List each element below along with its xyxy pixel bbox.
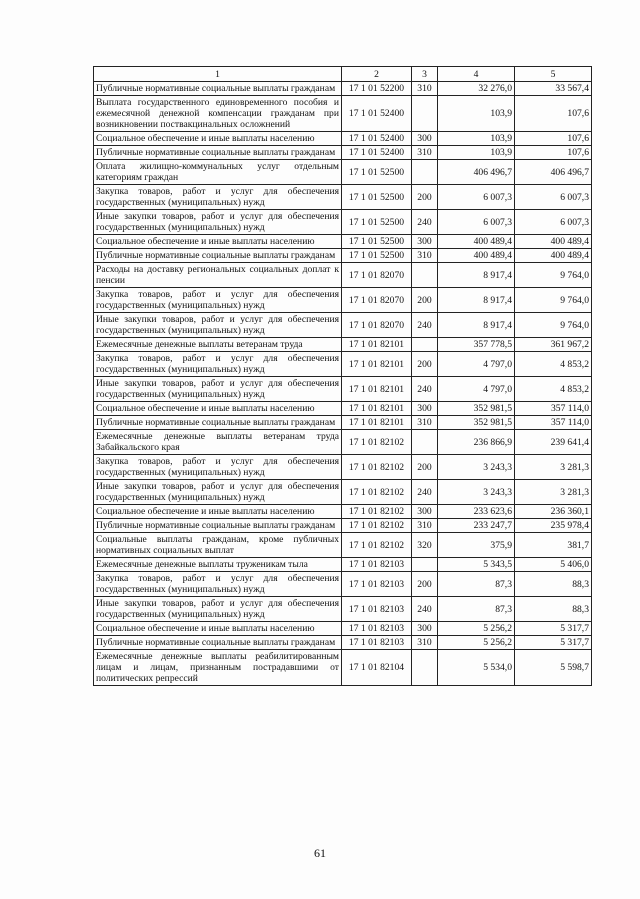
amount-col4-cell: 5 534,0 <box>438 650 515 686</box>
amount-col4-cell: 8 917,4 <box>438 288 515 313</box>
expense-type-cell: 200 <box>412 352 438 377</box>
target-code-cell: 17 1 01 82103 <box>342 636 412 650</box>
target-code-cell: 17 1 01 52500 <box>342 185 412 210</box>
row-name-cell: Социальное обеспечение и иные выплаты населению <box>94 132 342 146</box>
row-name-cell: Социальные выплаты гражданам, кроме публичных нормативных социальных выплат <box>94 533 342 558</box>
amount-col4-cell: 5 343,5 <box>438 558 515 572</box>
table-row <box>94 185 592 210</box>
target-code-cell: 17 1 01 52400 <box>342 146 412 160</box>
amount-col4-cell: 6 007,3 <box>438 210 515 235</box>
target-code-cell: 17 1 01 82102 <box>342 505 412 519</box>
table-row <box>94 505 592 519</box>
target-code-cell: 17 1 01 82103 <box>342 572 412 597</box>
row-name-cell: Публичные нормативные социальные выплаты гражданам <box>94 249 342 263</box>
expense-type-cell: 300 <box>412 505 438 519</box>
expense-type-cell <box>412 558 438 572</box>
target-code-cell: 17 1 01 82102 <box>342 455 412 480</box>
amount-col5-cell: 107,6 <box>515 146 592 160</box>
amount-col5-cell: 9 764,0 <box>515 313 592 338</box>
table-row <box>94 146 592 160</box>
target-code-cell: 17 1 01 82070 <box>342 313 412 338</box>
expense-type-cell: 240 <box>412 210 438 235</box>
amount-col5-cell: 3 281,3 <box>515 480 592 505</box>
target-code-cell: 17 1 01 82101 <box>342 416 412 430</box>
expense-type-cell <box>412 160 438 185</box>
amount-col5-cell: 107,6 <box>515 96 592 132</box>
target-code-cell: 17 1 01 82104 <box>342 650 412 686</box>
expense-type-cell: 310 <box>412 249 438 263</box>
target-code-cell: 17 1 01 82103 <box>342 622 412 636</box>
target-code-cell: 17 1 01 52400 <box>342 132 412 146</box>
row-name-cell: Социальное обеспечение и иные выплаты населению <box>94 235 342 249</box>
amount-col5-cell: 4 853,2 <box>515 377 592 402</box>
amount-col4-cell: 87,3 <box>438 572 515 597</box>
table-header-row <box>94 67 592 82</box>
amount-col4-cell: 3 243,3 <box>438 455 515 480</box>
amount-col4-cell: 5 256,2 <box>438 636 515 650</box>
table-row <box>94 96 592 132</box>
target-code-cell: 17 1 01 52500 <box>342 160 412 185</box>
table-row <box>94 636 592 650</box>
amount-col4-cell: 4 797,0 <box>438 352 515 377</box>
table-row <box>94 235 592 249</box>
row-name-cell: Публичные нормативные социальные выплаты гражданам <box>94 416 342 430</box>
row-name-cell: Закупка товаров, работ и услуг для обеспечения государственных (муниципальных) нужд <box>94 288 342 313</box>
table-row <box>94 132 592 146</box>
amount-col5-cell: 33 567,4 <box>515 82 592 96</box>
target-code-cell: 17 1 01 82070 <box>342 288 412 313</box>
expense-type-cell <box>412 338 438 352</box>
table-row <box>94 519 592 533</box>
amount-col5-cell: 381,7 <box>515 533 592 558</box>
table-row <box>94 622 592 636</box>
expense-type-cell: 310 <box>412 636 438 650</box>
column-header: 1 <box>94 67 342 82</box>
row-name-cell: Закупка товаров, работ и услуг для обеспечения государственных (муниципальных) нужд <box>94 185 342 210</box>
expense-type-cell: 310 <box>412 416 438 430</box>
table-row <box>94 558 592 572</box>
expense-type-cell: 240 <box>412 480 438 505</box>
expense-type-cell: 300 <box>412 402 438 416</box>
amount-col4-cell: 352 981,5 <box>438 402 515 416</box>
amount-col5-cell: 5 406,0 <box>515 558 592 572</box>
table-row <box>94 402 592 416</box>
expense-type-cell: 200 <box>412 185 438 210</box>
amount-col5-cell: 107,6 <box>515 132 592 146</box>
target-code-cell: 17 1 01 52200 <box>342 82 412 96</box>
amount-col4-cell: 103,9 <box>438 132 515 146</box>
amount-col5-cell: 5 598,7 <box>515 650 592 686</box>
amount-col5-cell: 6 007,3 <box>515 185 592 210</box>
target-code-cell: 17 1 01 52500 <box>342 235 412 249</box>
amount-col4-cell: 32 276,0 <box>438 82 515 96</box>
table-row <box>94 533 592 558</box>
row-name-cell: Иные закупки товаров, работ и услуг для обеспечения государственных (муниципальных) нужд <box>94 210 342 235</box>
amount-col4-cell: 4 797,0 <box>438 377 515 402</box>
amount-col4-cell: 406 496,7 <box>438 160 515 185</box>
amount-col4-cell: 103,9 <box>438 96 515 132</box>
row-name-cell: Выплата государственного единовременного пособия и ежемесячной денежной компенсации гражданам при возникновении поствакцинальных осложнений <box>94 96 342 132</box>
amount-col4-cell: 400 489,4 <box>438 235 515 249</box>
table-row <box>94 597 592 622</box>
amount-col5-cell: 400 489,4 <box>515 235 592 249</box>
row-name-cell: Социальное обеспечение и иные выплаты населению <box>94 505 342 519</box>
column-header: 2 <box>342 67 412 82</box>
table-row <box>94 263 592 288</box>
table-row <box>94 572 592 597</box>
target-code-cell: 17 1 01 82101 <box>342 338 412 352</box>
amount-col5-cell: 235 978,4 <box>515 519 592 533</box>
row-name-cell: Публичные нормативные социальные выплаты гражданам <box>94 636 342 650</box>
amount-col4-cell: 375,9 <box>438 533 515 558</box>
row-name-cell: Публичные нормативные социальные выплаты гражданам <box>94 519 342 533</box>
row-name-cell: Иные закупки товаров, работ и услуг для обеспечения государственных (муниципальных) нужд <box>94 377 342 402</box>
expense-type-cell: 310 <box>412 146 438 160</box>
target-code-cell: 17 1 01 82103 <box>342 597 412 622</box>
amount-col5-cell: 5 317,7 <box>515 622 592 636</box>
amount-col5-cell: 239 641,4 <box>515 430 592 455</box>
target-code-cell: 17 1 01 82103 <box>342 558 412 572</box>
row-name-cell: Ежемесячные денежные выплаты ветеранам труда <box>94 338 342 352</box>
target-code-cell: 17 1 01 82101 <box>342 352 412 377</box>
table-row <box>94 210 592 235</box>
page-number: 61 <box>314 846 326 860</box>
amount-col4-cell: 352 981,5 <box>438 416 515 430</box>
expense-type-cell <box>412 96 438 132</box>
row-name-cell: Социальное обеспечение и иные выплаты населению <box>94 402 342 416</box>
amount-col4-cell: 87,3 <box>438 597 515 622</box>
amount-col4-cell: 5 256,2 <box>438 622 515 636</box>
expense-type-cell: 240 <box>412 377 438 402</box>
amount-col5-cell: 361 967,2 <box>515 338 592 352</box>
amount-col5-cell: 88,3 <box>515 597 592 622</box>
amount-col5-cell: 357 114,0 <box>515 402 592 416</box>
expense-type-cell <box>412 263 438 288</box>
expense-type-cell: 320 <box>412 533 438 558</box>
row-name-cell: Публичные нормативные социальные выплаты гражданам <box>94 146 342 160</box>
table-row <box>94 352 592 377</box>
row-name-cell: Расходы на доставку региональных социальных доплат к пенсии <box>94 263 342 288</box>
table-row <box>94 416 592 430</box>
table-row <box>94 313 592 338</box>
table-row <box>94 160 592 185</box>
row-name-cell: Закупка товаров, работ и услуг для обеспечения государственных (муниципальных) нужд <box>94 352 342 377</box>
table-row <box>94 650 592 686</box>
expense-type-cell: 240 <box>412 597 438 622</box>
target-code-cell: 17 1 01 52500 <box>342 210 412 235</box>
expense-type-cell: 300 <box>412 132 438 146</box>
expense-type-cell: 310 <box>412 519 438 533</box>
amount-col5-cell: 236 360,1 <box>515 505 592 519</box>
amount-col4-cell: 6 007,3 <box>438 185 515 210</box>
row-name-cell: Иные закупки товаров, работ и услуг для обеспечения государственных (муниципальных) нужд <box>94 480 342 505</box>
amount-col5-cell: 6 007,3 <box>515 210 592 235</box>
target-code-cell: 17 1 01 52500 <box>342 249 412 263</box>
expense-type-cell: 240 <box>412 313 438 338</box>
expense-type-cell <box>412 430 438 455</box>
amount-col4-cell: 357 778,5 <box>438 338 515 352</box>
amount-col4-cell: 236 866,9 <box>438 430 515 455</box>
target-code-cell: 17 1 01 82102 <box>342 519 412 533</box>
target-code-cell: 17 1 01 82101 <box>342 402 412 416</box>
row-name-cell: Иные закупки товаров, работ и услуг для обеспечения государственных (муниципальных) нужд <box>94 597 342 622</box>
amount-col5-cell: 5 317,7 <box>515 636 592 650</box>
budget-table <box>93 66 592 686</box>
row-name-cell: Социальное обеспечение и иные выплаты населению <box>94 622 342 636</box>
column-header: 4 <box>438 67 515 82</box>
expense-type-cell <box>412 650 438 686</box>
amount-col5-cell: 3 281,3 <box>515 455 592 480</box>
target-code-cell: 17 1 01 82102 <box>342 430 412 455</box>
amount-col5-cell: 9 764,0 <box>515 288 592 313</box>
amount-col5-cell: 400 489,4 <box>515 249 592 263</box>
table-row <box>94 377 592 402</box>
expense-type-cell: 200 <box>412 288 438 313</box>
expense-type-cell: 200 <box>412 455 438 480</box>
amount-col4-cell: 8 917,4 <box>438 263 515 288</box>
target-code-cell: 17 1 01 82101 <box>342 377 412 402</box>
table-row <box>94 288 592 313</box>
column-header: 5 <box>515 67 592 82</box>
expense-type-cell: 310 <box>412 82 438 96</box>
table-row <box>94 480 592 505</box>
amount-col5-cell: 406 496,7 <box>515 160 592 185</box>
column-header: 3 <box>412 67 438 82</box>
row-name-cell: Публичные нормативные социальные выплаты гражданам <box>94 82 342 96</box>
row-name-cell: Ежемесячные денежные выплаты труженикам тыла <box>94 558 342 572</box>
table-row <box>94 455 592 480</box>
table-row <box>94 338 592 352</box>
amount-col4-cell: 3 243,3 <box>438 480 515 505</box>
row-name-cell: Оплата жилищно-коммунальных услуг отдельным категориям граждан <box>94 160 342 185</box>
target-code-cell: 17 1 01 82102 <box>342 480 412 505</box>
amount-col5-cell: 88,3 <box>515 572 592 597</box>
amount-col4-cell: 103,9 <box>438 146 515 160</box>
amount-col4-cell: 233 623,6 <box>438 505 515 519</box>
row-name-cell: Ежемесячные денежные выплаты реабилитированным лицам и лицам, признанным пострадавшими от политических репрессий <box>94 650 342 686</box>
table-row <box>94 430 592 455</box>
row-name-cell: Закупка товаров, работ и услуг для обеспечения государственных (муниципальных) нужд <box>94 572 342 597</box>
target-code-cell: 17 1 01 82102 <box>342 533 412 558</box>
expense-type-cell: 300 <box>412 622 438 636</box>
row-name-cell: Закупка товаров, работ и услуг для обеспечения государственных (муниципальных) нужд <box>94 455 342 480</box>
target-code-cell: 17 1 01 52400 <box>342 96 412 132</box>
amount-col5-cell: 9 764,0 <box>515 263 592 288</box>
row-name-cell: Иные закупки товаров, работ и услуг для обеспечения государственных (муниципальных) нужд <box>94 313 342 338</box>
table-row <box>94 82 592 96</box>
amount-col5-cell: 357 114,0 <box>515 416 592 430</box>
amount-col4-cell: 400 489,4 <box>438 249 515 263</box>
target-code-cell: 17 1 01 82070 <box>342 263 412 288</box>
amount-col4-cell: 8 917,4 <box>438 313 515 338</box>
amount-col4-cell: 233 247,7 <box>438 519 515 533</box>
amount-col5-cell: 4 853,2 <box>515 352 592 377</box>
expense-type-cell: 200 <box>412 572 438 597</box>
table-row <box>94 249 592 263</box>
row-name-cell: Ежемесячные денежные выплаты ветеранам труда Забайкальского края <box>94 430 342 455</box>
expense-type-cell: 300 <box>412 235 438 249</box>
